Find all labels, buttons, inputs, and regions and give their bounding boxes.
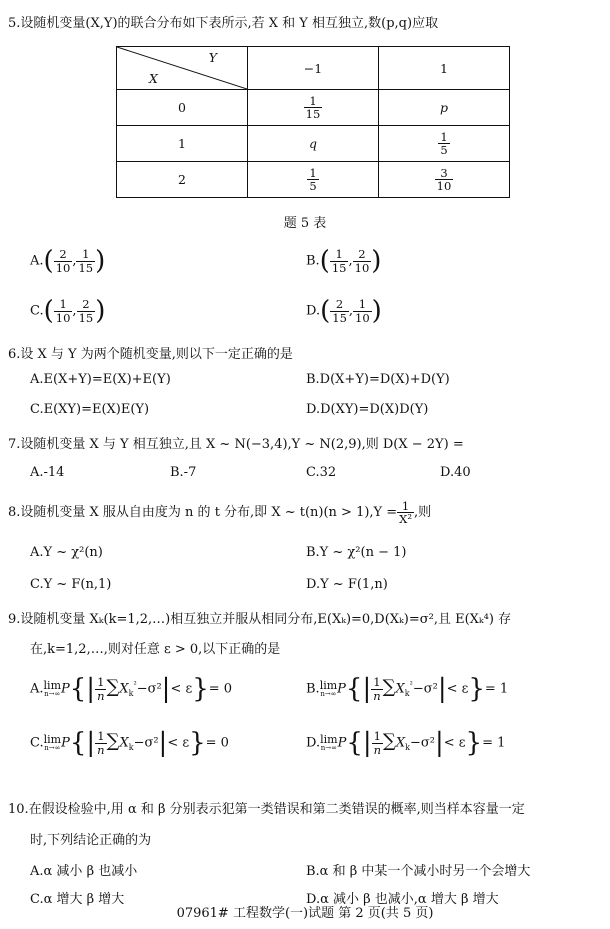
q5-option-d[interactable]: D.( $\frac{2}{15}$ , $\frac{1}{10}$ ) — [306, 296, 382, 326]
q6-stem: 6.设 X 与 Y 为两个随机变量,则以下一定正确的是 — [8, 347, 293, 362]
table-cell: $\frac{1}{5}$ — [379, 126, 510, 162]
table-cell: $\frac{1}{5}$ — [248, 162, 379, 198]
q8-option-d[interactable]: D.Y ~ F(1,n) — [306, 577, 388, 592]
q7-option-a[interactable]: A.-14 — [30, 465, 65, 480]
table-cell: $\frac{1}{15}$ — [248, 90, 379, 126]
table-row — [117, 90, 510, 126]
table-row — [117, 126, 510, 162]
q6-option-a[interactable]: A.E(X+Y)=E(X)+E(Y) — [30, 372, 171, 387]
q8-option-b[interactable]: B.Y ~ χ²(n − 1) — [306, 545, 407, 560]
q7-option-d[interactable]: D.40 — [440, 465, 471, 480]
q10-option-a[interactable]: A.α 减小 β 也减小 — [30, 864, 138, 879]
q7-option-b[interactable]: B.-7 — [170, 465, 197, 480]
header-y: Y — [208, 50, 217, 65]
q8-option-a[interactable]: A.Y ~ χ²(n) — [30, 545, 103, 560]
table-corner-cell — [117, 47, 248, 90]
q5-option-b[interactable]: B.( $\frac{1}{15}$ , $\frac{2}{10}$ ) — [306, 246, 382, 276]
table-caption: 题 5 表 — [283, 216, 327, 231]
q6-option-d[interactable]: D.D(XY)=D(X)D(Y) — [306, 402, 429, 417]
q6-option-b[interactable]: B.D(X+Y)=D(X)+D(Y) — [306, 372, 450, 387]
q9-option-c[interactable]: C. lim n→∞ P{| $\frac{1}{n}$ $\sum X_k-\sigma^2|< \varepsilon\}= 0$ — [30, 728, 229, 758]
q5-option-c[interactable]: C.( $\frac{1}{10}$ , $\frac{2}{15}$ ) — [30, 296, 106, 326]
table-cell: q — [248, 126, 379, 162]
q10-stem-line2: 时,下列结论正确的为 — [30, 833, 152, 848]
q9-option-b[interactable]: B. lim n→∞ P{| $\frac{1}{n}$ $\sum X_k^{^2}-\sigma^2|< \varepsilon\}= 1$ — [306, 674, 509, 704]
q5-stem: 5.设随机变量(X,Y)的联合分布如下表所示,若 X 和 Y 相互独立,数(p,q)应取 — [8, 16, 439, 31]
q10-option-d[interactable]: D.α 减小 β 也减小,α 增大 β 增大 — [306, 892, 499, 907]
q8-stem: 8.设随机变量 X 服从自由度为 n 的 t 分布,即 X ~ t(n)(n > 1),Y = $\frac{1}{\text{X²}}$ ,则 — [8, 499, 432, 527]
q7-option-c[interactable]: C.32 — [306, 465, 337, 480]
col-label: 1 — [379, 47, 510, 90]
q6-option-c[interactable]: C.E(XY)=E(X)E(Y) — [30, 402, 150, 417]
page-footer: 07961# 工程数学(一)试题 第 2 页(共 5 页) — [176, 906, 434, 921]
q5-option-a[interactable]: A.( $\frac{2}{10}$ , $\frac{1}{15}$ ) — [30, 246, 106, 276]
joint-distribution-table — [116, 46, 510, 198]
q9-option-a[interactable]: A. lim n→∞ P{| $\frac{1}{n}$ $\sum X_k^{^2}-\sigma^2|< \varepsilon\}= 0$ — [30, 674, 233, 704]
q9-option-d[interactable]: D. lim n→∞ P{| $\frac{1}{n}$ $\sum X_k-\sigma^2|< \varepsilon\}= 1$ — [306, 728, 506, 758]
q10-option-b[interactable]: B.α 和 β 中某一个减小时另一个会增大 — [306, 864, 531, 879]
q10-stem-line1: 10.在假设检验中,用 α 和 β 分别表示犯第一类错误和第二类错误的概率,则当样本容量一定 — [8, 802, 525, 817]
row-label: 1 — [117, 126, 248, 162]
q9-stem-line2: 在,k=1,2,…,则对任意 ε > 0,以下正确的是 — [30, 642, 281, 657]
col-label: −1 — [248, 47, 379, 90]
q10-option-c[interactable]: C.α 增大 β 增大 — [30, 892, 125, 907]
q9-stem-line1: 9.设随机变量 Xₖ(k=1,2,…)相互独立并服从相同分布,E(Xₖ)=0,D(Xₖ)=σ²,且 E(Xₖ⁴) 存 — [8, 612, 512, 627]
header-x: X — [149, 71, 158, 86]
table-row — [117, 162, 510, 198]
row-label: 0 — [117, 90, 248, 126]
table-header-row — [117, 47, 510, 90]
diagonal-line — [117, 47, 247, 89]
row-label: 2 — [117, 162, 248, 198]
q7-stem: 7.设随机变量 X 与 Y 相互独立,且 X ~ N(−3,4),Y ~ N(2,9),则 D(X − 2Y) = — [8, 437, 464, 452]
table-cell: $\frac{3}{10}$ — [379, 162, 510, 198]
table-cell: p — [379, 90, 510, 126]
q8-option-c[interactable]: C.Y ~ F(n,1) — [30, 577, 112, 592]
